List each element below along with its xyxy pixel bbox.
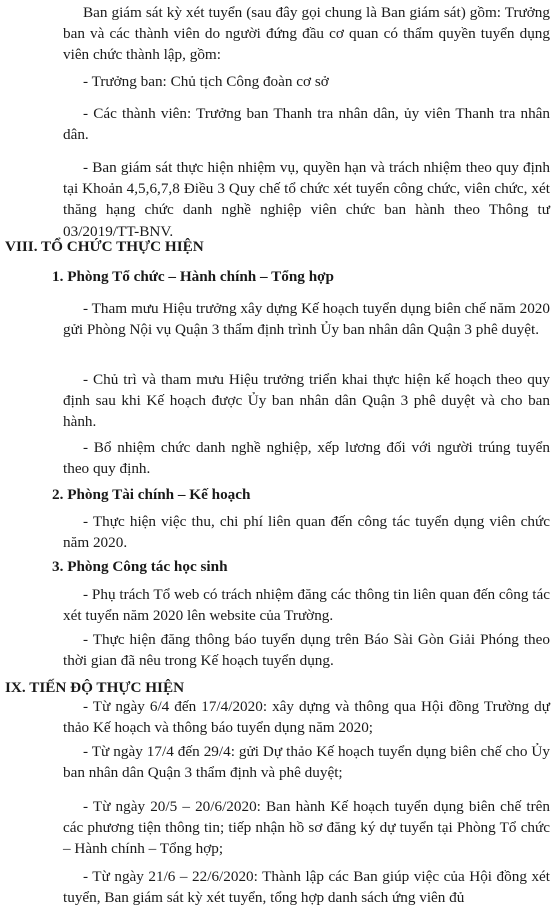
list-item: - Chủ trì và tham mưu Hiệu trưởng triển khai thực hiện kế hoạch theo quy định sau khi Kế hoạch được Ủy ban nhân dân Quận 3 phê duyệt và cho ban hành.	[63, 371, 550, 431]
list-item: - Từ ngày 17/4 đến 29/4: gửi Dự thảo Kế hoạch tuyển dụng biên chế cho Ủy ban nhân dân Quận 3 thẩm định và phê duyệt;	[63, 743, 550, 782]
list-item: - Thực hiện việc thu, chi phí liên quan đến công tác tuyển dụng viên chức năm 2020.	[63, 513, 550, 552]
subsection-heading: 1. Phòng Tổ chức – Hành chính – Tổng hợp	[52, 268, 334, 285]
section-heading: VIII. TỔ CHỨC THỰC HIỆN	[5, 238, 204, 255]
list-item: - Thực hiện đăng thông báo tuyển dụng trên Báo Sài Gòn Giải Phóng theo thời gian đã nêu trong Kế hoạch tuyển dụng.	[63, 631, 550, 670]
intro-paragraph: Ban giám sát kỳ xét tuyển (sau đây gọi chung là Ban giám sát) gồm: Trưởng ban và các thành viên do người đứng đầu cơ quan có thẩm quyền tuyển dụng viên chức thành lập, gồm:	[63, 4, 550, 64]
list-item: - Từ ngày 6/4 đến 17/4/2020: xây dựng và thông qua Hội đồng Trường dự thảo Kế hoạch và thông báo tuyển dụng năm 2020;	[63, 698, 550, 737]
subsection-heading: 3. Phòng Công tác học sinh	[52, 558, 228, 575]
list-item: - Từ ngày 20/5 – 20/6/2020: Ban hành Kế hoạch tuyển dụng biên chế trên các phương tiện thông tin; tiếp nhận hồ sơ đăng ký dự tuyển tại Phòng Tổ chức – Hành chính – Tổng hợp;	[63, 798, 550, 858]
intro-item: - Các thành viên: Trưởng ban Thanh tra nhân dân, ủy viên Thanh tra nhân dân.	[63, 105, 550, 144]
list-item: - Tham mưu Hiệu trưởng xây dựng Kế hoạch tuyển dụng biên chế năm 2020 gửi Phòng Nội vụ Quận 3 thẩm định trình Ủy ban nhân dân Quận 3 phê duyệt.	[63, 300, 550, 339]
list-item: - Từ ngày 21/6 – 22/6/2020: Thành lập các Ban giúp việc của Hội đồng xét tuyển, Ban giám sát kỳ xét tuyển, tổng hợp danh sách ứng viên đủ	[63, 868, 550, 907]
subsection-heading: 2. Phòng Tài chính – Kế hoạch	[52, 486, 251, 503]
section-heading: IX. TIẾN ĐỘ THỰC HIỆN	[5, 679, 185, 696]
intro-item: - Trưởng ban: Chủ tịch Công đoàn cơ sở	[83, 73, 329, 90]
list-item: - Phụ trách Tổ web có trách nhiệm đăng các thông tin liên quan đến công tác xét tuyển năm 2020 lên website của Trường.	[63, 586, 550, 625]
intro-item: - Ban giám sát thực hiện nhiệm vụ, quyền hạn và trách nhiệm theo quy định tại Khoản 4,5,6,7,8 Điều 3 Quy chế tổ chức xét tuyển công chức, viên chức, xét thăng hạng chức danh nghề nghiệp viên chức ban hành theo Thông tư 03/2019/TT-BNV.	[63, 159, 550, 240]
list-item: - Bổ nhiệm chức danh nghề nghiệp, xếp lương đối với người trúng tuyển theo quy định.	[63, 439, 550, 478]
